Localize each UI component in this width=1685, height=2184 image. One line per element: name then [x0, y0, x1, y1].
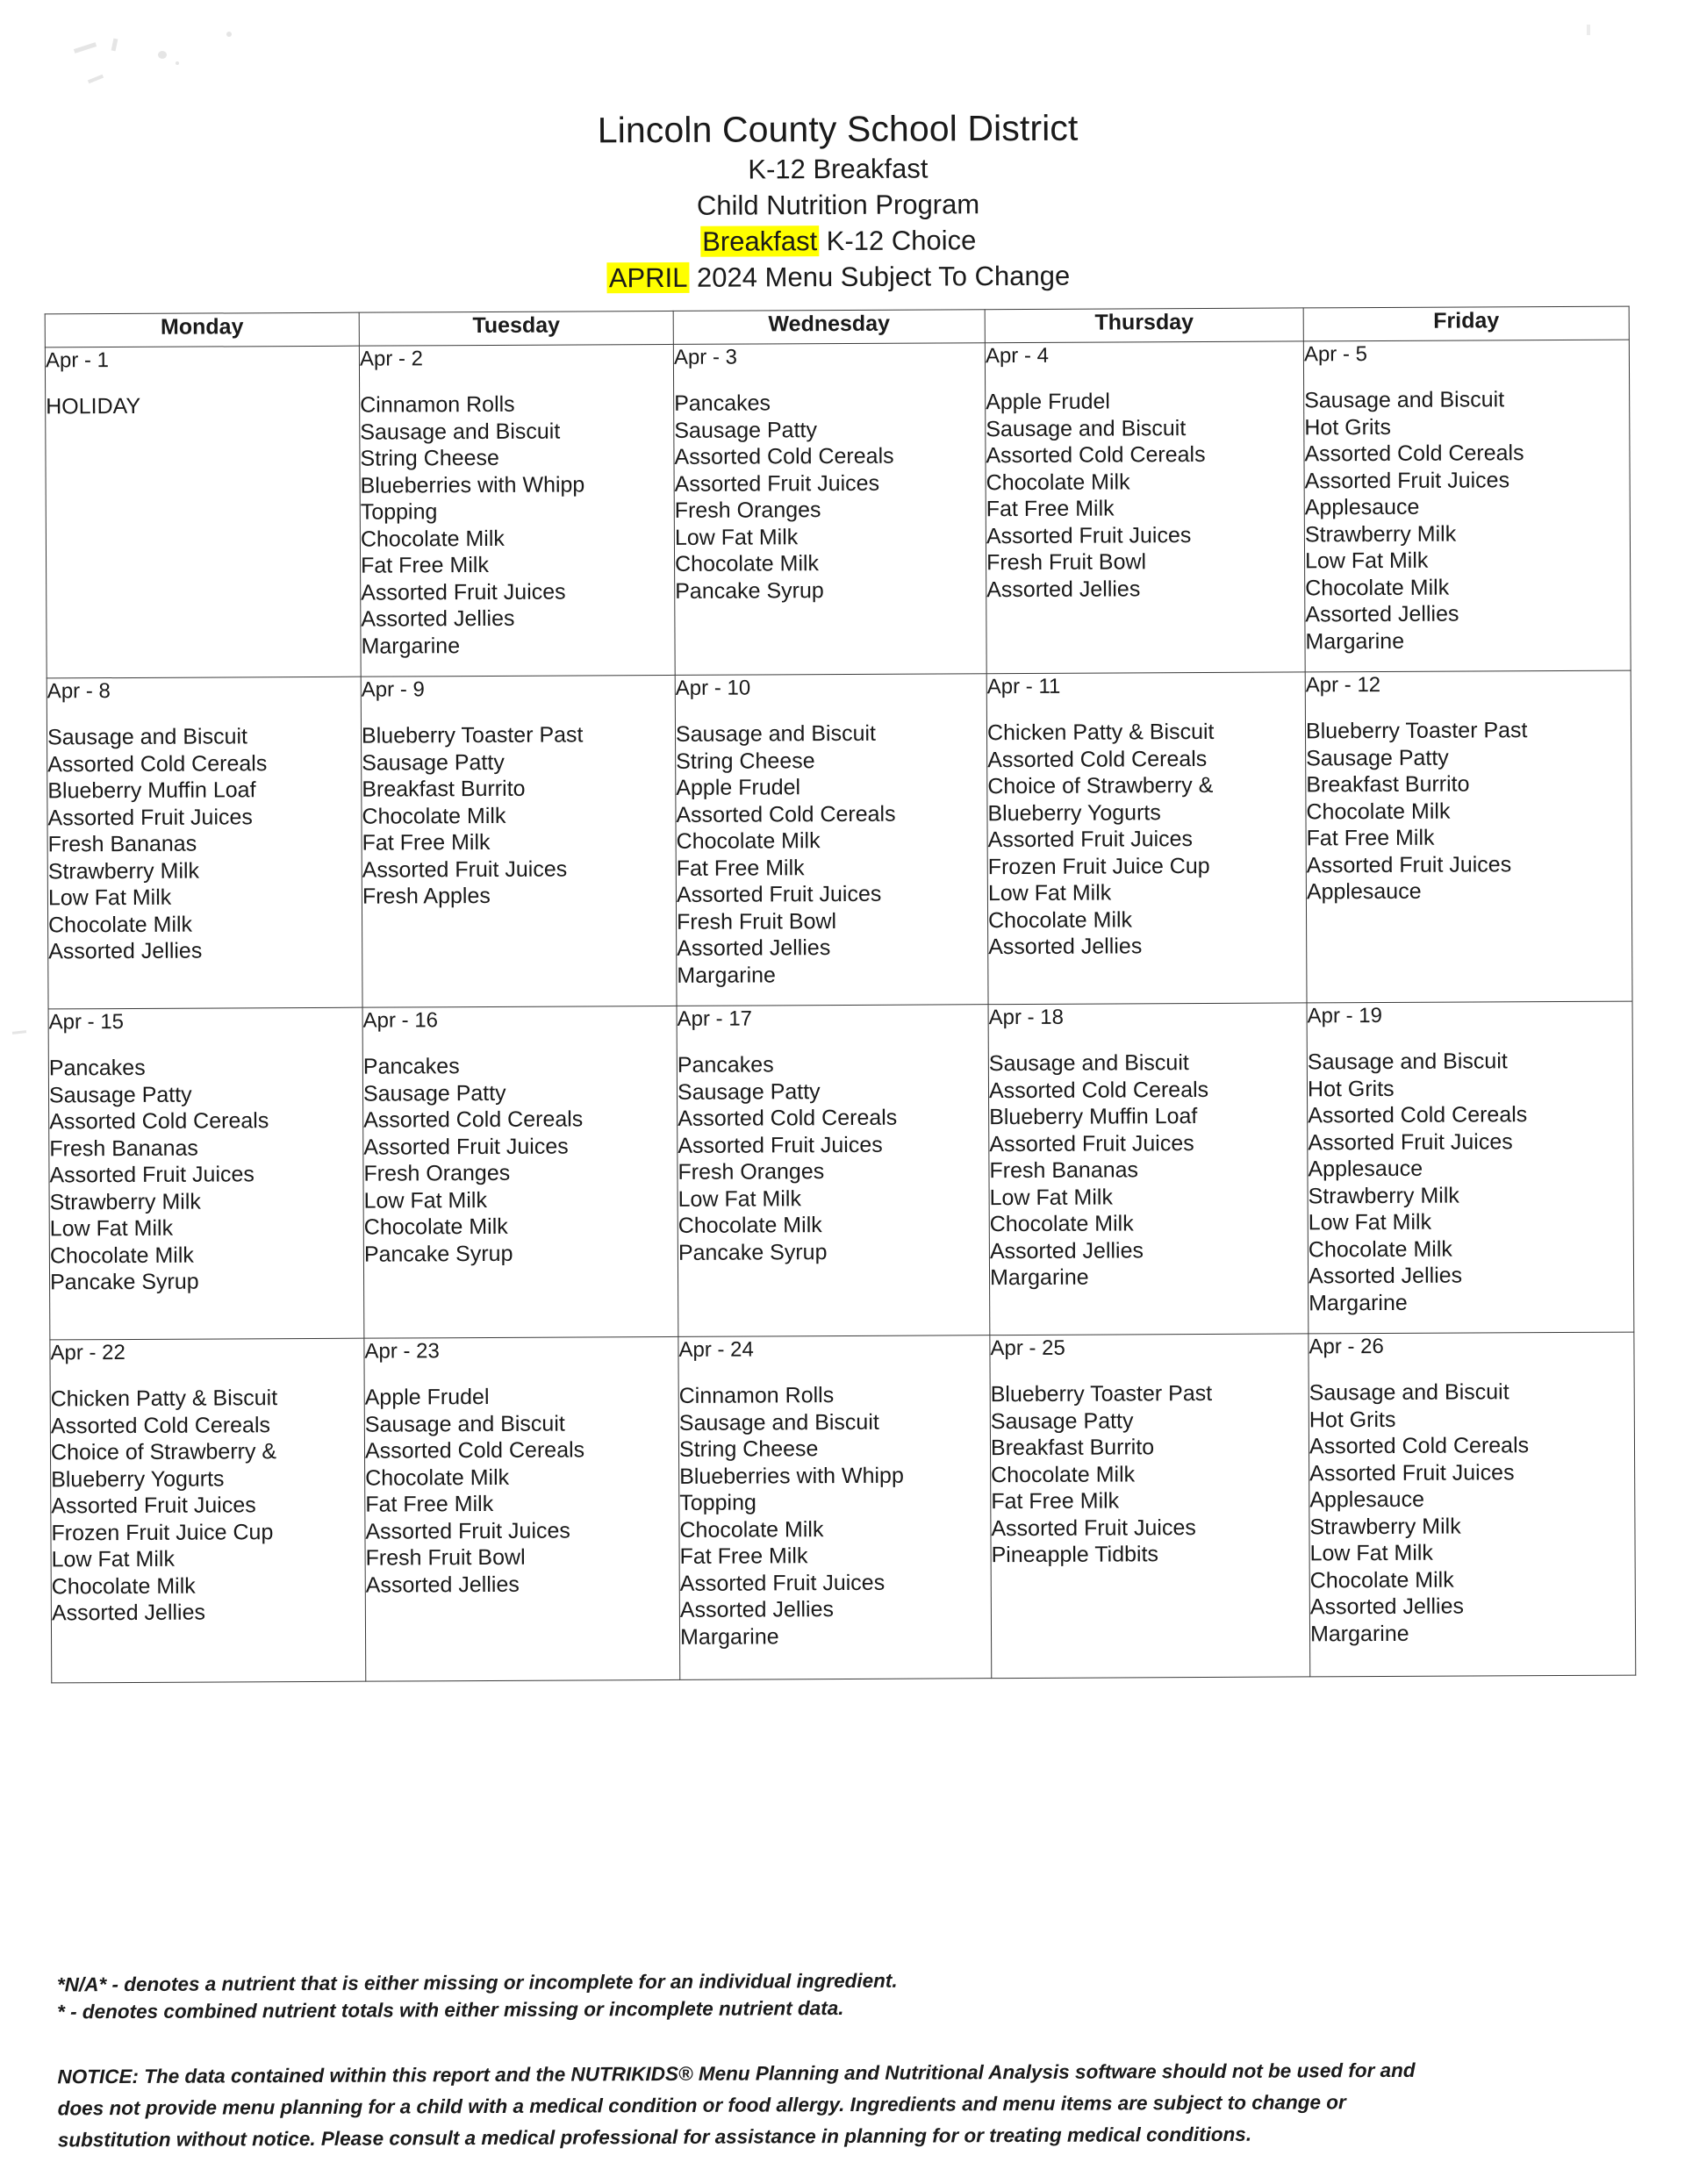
menu-item: String Cheese	[678, 1436, 819, 1462]
menu-item: Pineapple Tidbits	[991, 1542, 1159, 1568]
menu-item: Low Fat Milk	[674, 524, 799, 550]
menu-item: Sausage Patty	[674, 417, 818, 443]
notice-line-2: does not provide menu planning for a child with a medical condition or food allergy. Ingredients and menu items are subject to change or	[57, 2091, 1346, 2120]
menu-item: Assorted Fruit Juices	[363, 1134, 569, 1160]
menu-item: Assorted Cold Cereals	[986, 441, 1206, 469]
menu-item: Frozen Fruit Juice Cup	[987, 853, 1210, 879]
menu-item: Margarine	[1309, 1290, 1408, 1315]
day-cell	[1305, 670, 1632, 1003]
menu-item: Low Fat Milk	[1309, 1540, 1433, 1566]
menu-item: Fat Free Milk	[679, 1543, 808, 1569]
calendar-week-row	[48, 1001, 1634, 1340]
menu-item: Assorted Cold Cereals	[1309, 1433, 1530, 1459]
day-date: Apr - 16	[362, 1008, 439, 1033]
menu-item: Fresh Oranges	[674, 498, 821, 523]
menu-item: Sausage Patty	[362, 1080, 506, 1106]
district-title: Lincoln County School District	[597, 107, 1079, 151]
menu-item: Sausage Patty	[48, 1082, 192, 1107]
menu-item: Strawberry Milk	[49, 1189, 201, 1214]
menu-item: Applesauce	[1308, 1156, 1423, 1182]
menu-item: Sausage and Biscuit	[364, 1411, 565, 1437]
menu-item: Blueberry Toaster Past	[361, 722, 584, 748]
menu-item: Blueberry Muffin Loaf	[989, 1104, 1198, 1130]
menu-item: String Cheese	[360, 445, 499, 471]
footnote-asterisk: * - denotes combined nutrient totals with either missing or incomplete nutrient data.	[57, 1997, 844, 2023]
menu-item: Apple Frudel	[986, 389, 1110, 415]
footnotes-block	[57, 1964, 1637, 2026]
menu-item: Blueberry Toaster Past	[1305, 718, 1528, 744]
month-subject-line	[0, 254, 1681, 298]
menu-item: Low Fat Milk	[987, 880, 1112, 906]
day-date: Apr - 8	[47, 679, 111, 704]
menu-item: Hot Grits	[1304, 414, 1392, 440]
menu-item-list	[991, 1379, 1309, 1568]
menu-item: Low Fat Milk	[47, 884, 172, 911]
day-cell	[673, 343, 986, 676]
day-date: Apr - 25	[990, 1335, 1065, 1361]
menu-item: Chocolate Milk	[48, 912, 193, 937]
menu-item: Assorted Cold Cereals	[49, 1108, 269, 1135]
notice-block	[57, 2054, 1638, 2157]
menu-item: Assorted Jellies	[1308, 1263, 1463, 1289]
menu-item: Fat Free Milk	[365, 1491, 494, 1517]
column-header-friday: Friday	[1303, 306, 1629, 341]
menu-item: Sausage and Biscuit	[986, 415, 1187, 441]
day-cell	[675, 674, 988, 1006]
menu-item: Chocolate Milk	[49, 1242, 194, 1268]
menu-item: Apple Frudel	[676, 775, 801, 800]
menu-item: Assorted Fruit Juices	[989, 1130, 1194, 1156]
menu-item: Topping	[360, 499, 438, 525]
footnote-na: *N/A* - denotes a nutrient that is either missing or incomplete for an individual ingredient.	[56, 1969, 898, 1996]
menu-item: Sausage and Biscuit	[360, 419, 561, 445]
menu-item: Apple Frudel	[364, 1384, 490, 1410]
menu-item: Sausage and Biscuit	[675, 720, 877, 747]
menu-item: Margarine	[1305, 628, 1405, 654]
document-header	[0, 103, 1681, 298]
program-grade-line: K-12 Breakfast	[748, 153, 929, 185]
menu-item-list	[365, 1383, 679, 1599]
menu-item: Assorted Cold Cereals	[364, 1437, 585, 1464]
calendar-body	[45, 340, 1635, 1683]
menu-item: Strawberry Milk	[1308, 1183, 1459, 1208]
calendar-week-row	[50, 1332, 1636, 1683]
column-header-thursday: Thursday	[985, 308, 1303, 343]
menu-item: Chocolate Milk	[1308, 1236, 1452, 1262]
month-subject-rest: 2024 Menu Subject To Change	[689, 260, 1071, 293]
day-date: Apr - 17	[677, 1006, 753, 1031]
menu-item: Assorted Fruit Juices	[676, 881, 882, 907]
month-highlight: APRIL	[608, 261, 688, 294]
day-cell	[678, 1335, 992, 1680]
menu-item: Chocolate Milk	[679, 1516, 824, 1543]
menu-item: Hot Grits	[1309, 1407, 1396, 1432]
menu-item: Assorted Jellies	[989, 1237, 1144, 1264]
menu-item: Blueberries with Whipp	[360, 471, 585, 498]
menu-item: Pancake Syrup	[49, 1269, 199, 1295]
menu-item: Blueberries with Whipp	[679, 1463, 904, 1489]
day-date: Apr - 23	[364, 1339, 440, 1364]
menu-item: Assorted Fruit Juices	[1306, 851, 1512, 877]
menu-item: Assorted Fruit Juices	[991, 1514, 1196, 1541]
menu-item: Fresh Apples	[362, 883, 491, 909]
day-cell	[1307, 1001, 1634, 1334]
menu-item: Chocolate Milk	[991, 1461, 1136, 1487]
menu-item: Chocolate Milk	[986, 469, 1130, 495]
menu-item: Fat Free Milk	[361, 552, 490, 578]
menu-item: Breakfast Burrito	[362, 776, 526, 802]
menu-item: Margarine	[989, 1264, 1089, 1291]
menu-item: Pancakes	[674, 390, 771, 416]
menu-item: Strawberry Milk	[1309, 1514, 1461, 1539]
menu-item: Chocolate Milk	[1309, 1567, 1454, 1593]
day-cell	[364, 1336, 680, 1681]
menu-item: Low Fat Milk	[1308, 1209, 1432, 1235]
menu-item: Assorted Cold Cereals	[47, 750, 268, 777]
menu-item: Fresh Fruit Bowl	[676, 908, 837, 934]
menu-item: Margarine	[677, 962, 776, 988]
menu-item: Assorted Fruit Juices	[51, 1493, 256, 1519]
menu-item: Choice of Strawberry &	[987, 772, 1214, 799]
menu-item: Low Fat Milk	[49, 1215, 174, 1242]
menu-item: Sausage and Biscuit	[988, 1050, 1189, 1077]
menu-item: Pancakes	[362, 1054, 460, 1079]
menu-item-list	[51, 1385, 365, 1627]
day-date: Apr - 10	[675, 676, 751, 700]
menu-item-list	[49, 1054, 363, 1296]
menu-item: Chocolate Milk	[51, 1573, 196, 1599]
menu-item: Fresh Bananas	[49, 1135, 198, 1161]
menu-item: Breakfast Burrito	[1306, 771, 1470, 798]
menu-item: String Cheese	[676, 748, 815, 774]
menu-item-list	[47, 723, 362, 965]
menu-item: Applesauce	[1306, 878, 1422, 905]
menu-item: Topping	[679, 1490, 756, 1515]
day-date: Apr - 19	[1307, 1003, 1383, 1028]
menu-item: Sausage and Biscuit	[678, 1409, 879, 1436]
menu-calendar-table	[45, 306, 1637, 1684]
menu-item: Fat Free Milk	[362, 829, 491, 856]
menu-item: Fresh Bananas	[47, 831, 197, 857]
menu-item: Cinnamon Rolls	[678, 1383, 835, 1408]
menu-item: Sausage Patty	[1306, 745, 1449, 770]
column-header-wednesday: Wednesday	[673, 310, 985, 345]
day-cell	[1309, 1332, 1636, 1677]
menu-item: Fat Free Milk	[991, 1488, 1120, 1514]
holiday-note: HOLIDAY	[46, 393, 141, 419]
menu-item: Chocolate Milk	[362, 803, 506, 829]
day-date: Apr - 12	[1305, 672, 1381, 698]
day-date: Apr - 1	[45, 348, 110, 373]
menu-item-list	[1304, 386, 1630, 655]
menu-item: Low Fat Milk	[678, 1185, 801, 1212]
menu-item: Sausage Patty	[990, 1407, 1134, 1434]
menu-item: Blueberry Yogurts	[987, 799, 1161, 826]
menu-item: Assorted Fruit Juices	[1309, 1459, 1515, 1486]
menu-item: Assorted Cold Cereals	[674, 443, 894, 469]
menu-item: Assorted Fruit Juices	[678, 1132, 883, 1158]
menu-item: Assorted Cold Cereals	[987, 746, 1208, 772]
menu-item: Sausage and Biscuit	[1307, 1049, 1508, 1075]
day-cell	[48, 1007, 364, 1340]
menu-item: Chocolate Milk	[363, 1214, 508, 1240]
menu-item: Assorted Jellies	[988, 934, 1143, 960]
menu-item: Fresh Oranges	[363, 1160, 511, 1186]
day-date: Apr - 22	[50, 1340, 125, 1365]
menu-item: Assorted Jellies	[677, 935, 831, 961]
menu-item: Assorted Cold Cereals	[363, 1106, 584, 1133]
menu-item: Breakfast Burrito	[990, 1435, 1155, 1461]
menu-item: Chocolate Milk	[1306, 798, 1451, 824]
menu-item: Assorted Jellies	[986, 576, 1141, 602]
menu-item: Pancake Syrup	[678, 1239, 828, 1265]
day-cell	[986, 672, 1307, 1005]
day-date: Apr - 26	[1309, 1334, 1384, 1359]
menu-item: Chocolate Milk	[987, 906, 1133, 933]
menu-item: Margarine	[679, 1623, 779, 1650]
menu-item: Fresh Fruit Bowl	[986, 549, 1147, 576]
menu-item-list	[987, 718, 1306, 960]
menu-item: Chocolate Milk	[360, 526, 505, 552]
menu-item: Assorted Fruit Juices	[362, 856, 568, 883]
day-cell	[988, 1003, 1309, 1335]
calendar-week-row	[47, 670, 1632, 1009]
menu-item: Assorted Jellies	[1305, 601, 1459, 627]
menu-item: Fat Free Milk	[676, 855, 805, 881]
menu-item: Chocolate Milk	[675, 551, 820, 576]
menu-item: Assorted Fruit Juices	[1304, 467, 1510, 493]
menu-item: Pancakes	[677, 1052, 774, 1078]
menu-item-list	[1308, 1048, 1633, 1317]
menu-item: Frozen Fruit Juice Cup	[51, 1519, 274, 1545]
menu-item: Sausage and Biscuit	[47, 724, 248, 750]
menu-item: Applesauce	[1304, 494, 1420, 520]
menu-item: Blueberry Muffin Loaf	[47, 777, 256, 804]
menu-item: Chocolate Milk	[678, 1213, 822, 1238]
day-date: Apr - 4	[985, 343, 1050, 369]
breakfast-highlight: Breakfast	[702, 226, 818, 257]
menu-item-list	[676, 720, 987, 989]
menu-item: Low Fat Milk	[1304, 548, 1429, 574]
menu-item: Fresh Bananas	[989, 1157, 1139, 1184]
menu-item: Margarine	[361, 633, 461, 659]
menu-item: Cinnamon Rolls	[360, 391, 515, 418]
menu-item: Assorted Jellies	[1309, 1593, 1465, 1620]
menu-item: Pancake Syrup	[675, 577, 824, 604]
day-cell	[359, 344, 675, 677]
menu-item-list	[679, 1381, 991, 1651]
menu-item-list	[362, 721, 676, 910]
column-header-tuesday: Tuesday	[359, 311, 673, 346]
menu-item: Applesauce	[1309, 1486, 1425, 1513]
menu-item: Assorted Jellies	[51, 1600, 206, 1626]
menu-item: Assorted Cold Cereals	[50, 1412, 271, 1438]
notice-line-3: substitution without notice. Please consult a medical professional for assistance in planning for or treating medical conditions.	[57, 2123, 1252, 2152]
menu-item: Pancake Syrup	[363, 1241, 513, 1267]
menu-item: Fresh Oranges	[678, 1159, 825, 1185]
menu-item: Sausage and Biscuit	[1309, 1379, 1509, 1406]
menu-item-list	[360, 390, 674, 660]
menu-item: Assorted Fruit Juices	[679, 1570, 886, 1596]
menu-item: Assorted Fruit Juices	[986, 522, 1192, 548]
menu-item: Chocolate Milk	[1305, 575, 1450, 600]
menu-item: Assorted Fruit Juices	[365, 1518, 570, 1544]
menu-item: Fat Free Milk	[986, 496, 1115, 522]
menu-item-list	[1306, 717, 1631, 906]
menu-item: Sausage Patty	[362, 749, 505, 776]
day-date: Apr - 3	[673, 345, 738, 369]
menu-item: Assorted Cold Cereals	[678, 1105, 898, 1131]
menu-item: Strawberry Milk	[1304, 521, 1457, 547]
menu-item: Sausage and Biscuit	[1304, 387, 1505, 413]
menu-item: Assorted Fruit Juices	[1308, 1128, 1513, 1155]
menu-item: Margarine	[1309, 1621, 1409, 1646]
menu-item-list	[986, 387, 1304, 603]
menu-item: Assorted Jellies	[48, 938, 203, 964]
menu-item: Sausage Patty	[677, 1078, 821, 1105]
menu-item-list	[1309, 1378, 1635, 1648]
day-cell	[45, 346, 361, 678]
day-cell	[362, 1006, 678, 1338]
menu-item: Chocolate Milk	[989, 1211, 1134, 1237]
day-date: Apr - 24	[678, 1337, 754, 1362]
notice-line-1: NOTICE: The data contained within this report and the NUTRIKIDS® Menu Planning and Nutritional Analysis software should not be used for and	[57, 2059, 1416, 2088]
day-date: Apr - 18	[988, 1005, 1065, 1030]
menu-item: Blueberry Yogurts	[51, 1465, 225, 1492]
menu-item: Assorted Fruit Juices	[674, 470, 880, 497]
menu-item: Hot Grits	[1307, 1076, 1395, 1101]
menu-item: Assorted Fruit Juices	[361, 579, 566, 605]
calendar-week-row	[45, 340, 1631, 678]
menu-item: Assorted Jellies	[679, 1597, 835, 1622]
menu-item: Chicken Patty & Biscuit	[986, 719, 1215, 746]
day-date: Apr - 9	[361, 677, 425, 702]
menu-item: Low Fat Milk	[989, 1184, 1113, 1210]
menu-item: Strawberry Milk	[47, 858, 200, 884]
day-date: Apr - 11	[986, 674, 1061, 699]
menu-item: Choice of Strawberry &	[50, 1439, 277, 1465]
program-name-text: Child Nutrition Program	[696, 189, 980, 221]
column-header-monday: Monday	[45, 312, 359, 347]
menu-item: Assorted Fruit Juices	[47, 804, 253, 830]
day-cell	[985, 341, 1305, 674]
menu-item: Assorted Cold Cereals	[1304, 440, 1524, 467]
menu-item: Assorted Cold Cereals	[1308, 1102, 1528, 1128]
day-cell	[990, 1334, 1310, 1679]
menu-item: Fat Free Milk	[1306, 825, 1435, 851]
menu-item: Chicken Patty & Biscuit	[50, 1386, 278, 1412]
menu-item: Low Fat Milk	[51, 1546, 175, 1572]
menu-item: Pancakes	[48, 1055, 146, 1081]
day-date: Apr - 2	[359, 347, 424, 371]
meal-choice-rest: K-12 Choice	[819, 225, 977, 257]
menu-item-list	[363, 1052, 678, 1268]
menu-item: Low Fat Milk	[363, 1187, 487, 1214]
day-cell	[50, 1338, 366, 1683]
day-cell	[1303, 340, 1631, 672]
menu-item: Assorted Cold Cereals	[988, 1077, 1209, 1103]
day-date: Apr - 5	[1303, 342, 1368, 367]
day-cell	[47, 677, 362, 1009]
menu-item: Assorted Jellies	[361, 605, 515, 632]
menu-item: Assorted Fruit Juices	[987, 827, 1194, 853]
day-cell	[361, 675, 677, 1007]
menu-item-list	[674, 389, 986, 605]
day-cell	[677, 1005, 990, 1337]
menu-item: Chocolate Milk	[676, 828, 821, 854]
menu-item: Assorted Cold Cereals	[676, 801, 896, 827]
menu-item: Chocolate Milk	[365, 1464, 510, 1491]
menu-item-list	[989, 1049, 1308, 1291]
day-date: Apr - 15	[48, 1010, 125, 1035]
menu-item: Blueberry Toaster Past	[990, 1380, 1213, 1407]
menu-item: Assorted Jellies	[365, 1572, 520, 1598]
menu-item-list	[678, 1050, 989, 1266]
menu-item: Fresh Fruit Bowl	[365, 1544, 526, 1571]
menu-item: Assorted Fruit Juices	[49, 1162, 255, 1188]
